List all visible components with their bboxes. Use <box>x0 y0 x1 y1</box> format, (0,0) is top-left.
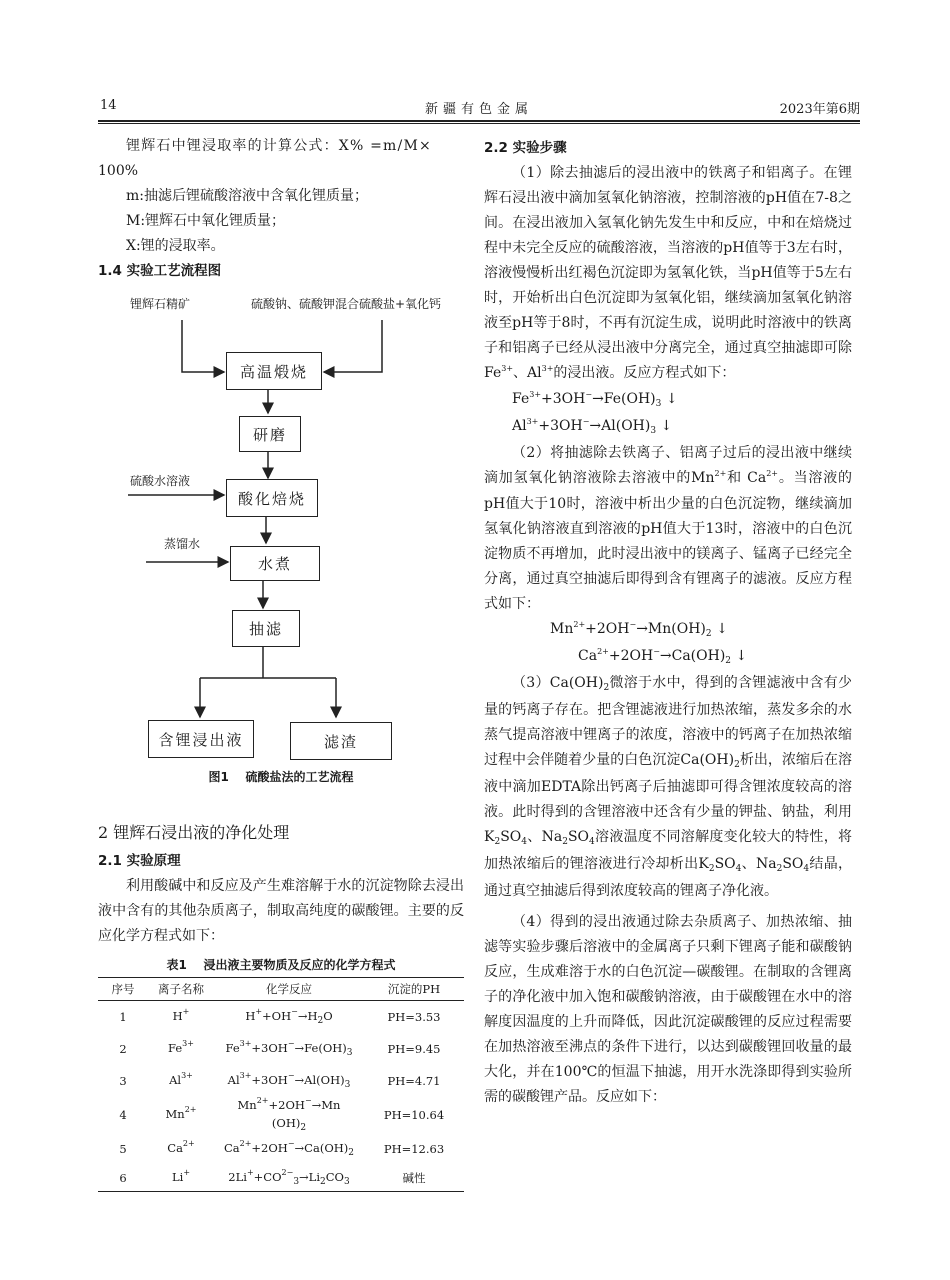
left-column-top <box>98 134 464 284</box>
step-2-paragraph: （2）将抽滤除去铁离子、铝离子过后的浸出液中继续滴加氢氧化钠溶液除去溶液中的$Mn^{2+}$和 $Ca^{2+}$。当溶液的pH值大于10时，溶液中析出少量的白色沉淀物，继续滴加氢氧化钠溶液直到溶液的pH值大于13时，溶液中的白色沉淀物质不再增加，此时浸出液中的镁离子、锰离子已经完全分离，通过真空抽滤后即得到含有锂离子的滤液。反应方程式如下： <box>484 445 852 612</box>
table-header: 序号 <box>98 978 148 1001</box>
section-1-4-heading: 1.4 实验工艺流程图 <box>98 263 222 279</box>
journal-title: 新疆有色金属 <box>424 102 533 117</box>
table-cell: 碱性 <box>364 1165 464 1192</box>
section-2-1-heading: 2.1 实验原理 <box>98 853 181 869</box>
table-caption: 表1 浸出液主要物质及反应的化学方程式 <box>166 958 396 972</box>
table-cell: $Mn^{2+}$ <box>165 1105 197 1121</box>
box-calcine: 高温煅烧 <box>226 352 322 390</box>
box-leach-liquor: 含锂浸出液 <box>148 720 254 758</box>
equation-mn: $Mn^{2+}+2OH^-\to Mn(OH)_2$ ↓ <box>550 620 728 639</box>
step-1-paragraph: （1）除去抽滤后的浸出液中的铁离子和铝离子。在锂辉石浸出液中滴加氢氧化钠溶液，控制溶液的pH值在7-8之间。在浸出液加入氢氧化钠先发生中和反应，中和在焙烧过程中未完全反应的硫酸溶液，当溶液的pH值等于3左右时，溶液慢慢析出红褐色沉淀即为氢氧化铁，当pH值等于5左右时，开始析出白色沉淀即为氢氧化铝，继续滴加氢氧化钠溶液至pH等于8时，不再有沉淀生成，说明此时溶液中的铁离子和铝离子已经从浸出液中分离完全，通过真空抽滤即可除$Fe^{3+}$、$Al^{3+}$的浸出液。反应方程式如下： <box>484 165 852 381</box>
step-1-tail: 的浸出液。反应方程式如下： <box>553 365 736 381</box>
step-1-text: （1）除去抽滤后的浸出液中的铁离子和铝离子。在锂辉石浸出液中滴加氢氧化钠溶液，控制溶液的pH值在7-8之间。在浸出液加入氢氧化钠先发生中和反应，中和在焙烧过程中未完全反应的硫酸溶液，当溶液的pH值等于3左右时，溶液慢慢析出红褐色沉淀即为氢氧化铁，当pH值等于5左右时，开始析出白色沉淀即为氢氧化铝，继续滴加氢氧化钠溶液至pH等于8时，不再有沉淀生成，说明此时溶液中的铁离子和铝离子已经从浸出液中分离完全，通过真空抽滤即可除 <box>484 165 852 356</box>
process-flowchart <box>98 290 464 770</box>
table-cell: 2 <box>119 1042 127 1056</box>
table-cell: $Al^{3+}$ <box>169 1071 193 1087</box>
section-2-2-heading: 2.2 实验步骤 <box>484 140 567 156</box>
issue-label: 2023年第6期 <box>779 102 860 117</box>
figure-caption: 图1 硫酸盐法的工艺流程 <box>208 770 354 784</box>
arrow-salt <box>324 320 382 372</box>
table-cell: $Ca^{2+}$ <box>167 1139 195 1155</box>
table-row <box>98 1001 464 1034</box>
header-rule-thin <box>98 123 860 124</box>
table-row <box>98 1065 464 1097</box>
input-ore-label: 锂辉石精矿 <box>130 297 191 311</box>
reaction-table <box>98 977 464 1192</box>
step-3-text-b: 析出，浓缩后在溶液中滴加EDTA除出钙离子后抽滤即可得含锂浓度较高的溶液。此时得到的含锂溶液中还含有少量的钾盐、钠盐，利用 <box>484 752 853 820</box>
table-cell: $Mn^{2+}+2OH^-\to Mn$ $(OH)_2$ <box>237 1096 341 1133</box>
table-cell: 5 <box>119 1142 127 1156</box>
table-cell: $Fe^{3+}+3OH^-\to Fe(OH)_3$ <box>225 1039 353 1058</box>
table-row <box>98 1165 464 1192</box>
step-3-text-a: 微溶于水中，得到的含锂滤液中含有少量的钙离子存在。把含锂滤液进行加热浓缩，蒸发多余的水蒸气提高溶液中锂离子的浓度，溶液中的钙离子在加热浓缩过程中会伴随着少量的白色沉淀 <box>484 675 853 768</box>
left-column-lower <box>98 820 464 949</box>
step-2-text-a: （2）将抽滤除去铁离子、铝离子过后的浸出液中继续滴加氢氧化钠溶液除去溶液中的 <box>484 445 852 486</box>
table-cell: $Ca^{2+}+2OH^-\to Ca(OH)_2$ <box>223 1139 355 1158</box>
table-row <box>98 1033 464 1065</box>
step-3-text-d: 结晶，通过真空抽滤后得到浓度较高的锂离子净化液。 <box>484 856 852 899</box>
equation-al: $Al^{3+}+3OH^-\to Al(OH)_3$ ↓ <box>512 417 673 436</box>
table-cell: $Fe^{3+}$ <box>168 1039 194 1055</box>
equation-fe: $Fe^{3+}+3OH^-\to Fe(OH)_3$ ↓ <box>512 390 678 409</box>
arrow-ore <box>182 320 224 372</box>
table-cell: PH=4.71 <box>387 1074 441 1088</box>
table-header: 离子名称 <box>148 978 214 1001</box>
def-m: m:抽滤后锂硫酸溶液中含氧化锂质量； <box>126 188 368 204</box>
input-water-label: 蒸馏水 <box>164 537 201 551</box>
input-acid-label: 硫酸水溶液 <box>130 474 191 488</box>
table-cell: 6 <box>98 1165 148 1192</box>
table-cell: 3 <box>119 1074 127 1088</box>
table-row <box>98 1097 464 1133</box>
equation-ca: $Ca^{2+}+2OH^-\to Ca(OH)_2$ ↓ <box>578 647 748 666</box>
table-cell: Li+ <box>148 1165 214 1192</box>
def-M: M:锂辉石中氧化锂质量； <box>126 213 286 229</box>
formula-line: 锂辉石中锂浸取率的计算公式：X% =m/M× <box>126 138 432 154</box>
principle-paragraph: 利用酸碱中和反应及产生难溶解于水的沉淀物除去浸出液中含有的其他杂质离子，制取高纯度的碳酸锂。主要的反应化学方程式如下： <box>98 878 464 944</box>
step-3-paragraph: $(3)Ca(OH)_2$微溶于水中，得到的含锂滤液中含有少量的钙离子存在。把含锂滤液进行加热浓缩，蒸发多余的水蒸气提高溶液中锂离子的浓度，溶液中的钙离子在加热浓缩过程中会伴随着少量的白色沉淀$Ca(OH)_2$析出，浓缩后在溶液中滴加EDTA除出钙离子后抽滤即可得含锂浓度较高的溶液。此时得到的含锂溶液中还含有少量的钾盐、钠盐，利用$K_2SO_4$、$Na_2SO_4$溶液温度不同溶解度变化较大的特性，将加热浓缩后的锂溶液进行冷却析出$K_2SO_4$、$Na_2SO_4$结晶，通过真空抽滤后得到浓度较高的锂离子净化液。 <box>484 675 853 899</box>
page-number: 14 <box>100 98 117 113</box>
box-boil: 水煮 <box>230 546 320 581</box>
table-cell: PH=9.45 <box>387 1042 441 1056</box>
page-header <box>98 98 860 120</box>
box-residue: 滤渣 <box>290 722 392 760</box>
table-cell: 1 <box>119 1010 127 1024</box>
table-cell: $2Li^++CO^{2-}_3\to Li_2CO_3$ <box>214 1165 364 1192</box>
formula-line-2: 100% <box>98 163 139 179</box>
section-2-heading: 2 锂辉石浸出液的净化处理 <box>98 823 290 842</box>
table-cell: PH=3.53 <box>387 1010 441 1024</box>
box-grind: 研磨 <box>239 416 301 452</box>
table-header: 沉淀的PH <box>364 978 464 1001</box>
table-header: 化学反应 <box>214 978 364 1001</box>
box-acid-roast: 酸化焙烧 <box>226 479 318 517</box>
table-cell: $H^++OH^-\to H_2O$ <box>245 1007 333 1026</box>
table-cell: H+ <box>172 1007 190 1023</box>
step-2-text-b: 当溶液的pH值大于10时，溶液中析出少量的白色沉淀物，继续滴加氢氧化钠溶液直到溶液的pH值大于13时，溶液中的白色沉淀物质不再增加，此时浸出液中的镁离子、锰离子已经完全分离，通过真空抽滤后即得到含有锂离子的滤液。反应方程式如下： <box>484 470 852 612</box>
step-3-text-c: 溶液温度不同溶解度变化较大的特性，将加热浓缩后的锂溶液进行冷却析出 <box>484 829 852 872</box>
table-cell: PH=10.64 <box>383 1108 445 1122</box>
header-rule <box>98 120 860 122</box>
input-salt-label: 硫酸钠、硫酸钾混合硫酸盐+氧化钙 <box>251 297 442 311</box>
table-cell: $Al^{3+}+3OH^-\to Al(OH)_3$ <box>227 1071 351 1090</box>
def-X: X:锂的浸取率。 <box>126 238 225 254</box>
table-row <box>98 1133 464 1165</box>
step-4-paragraph: （4）得到的浸出液通过除去杂质离子、加热浓缩、抽滤等实验步骤后溶液中的金属离子只剩下锂离子能和碳酸钠反应，生成难溶于水的白色沉淀—碳酸锂。在制取的含锂离子的净化液中加入饱和碳酸钠溶液，由于碳酸锂在水中的溶解度因温度的上升而降低，因此沉淀碳酸锂的反应过程需要在加热溶液至沸点的条件下进行，以达到碳酸锂回收量的最大化，并在100℃的恒温下抽滤，用开水洗涤即得到实验所需的碳酸锂产品。反应如下： <box>484 914 852 1105</box>
box-filter: 抽滤 <box>232 610 300 647</box>
table-cell: PH=12.63 <box>383 1142 445 1156</box>
table-header-row <box>98 978 464 1001</box>
table-cell: 4 <box>119 1108 127 1122</box>
right-column <box>484 136 852 1110</box>
